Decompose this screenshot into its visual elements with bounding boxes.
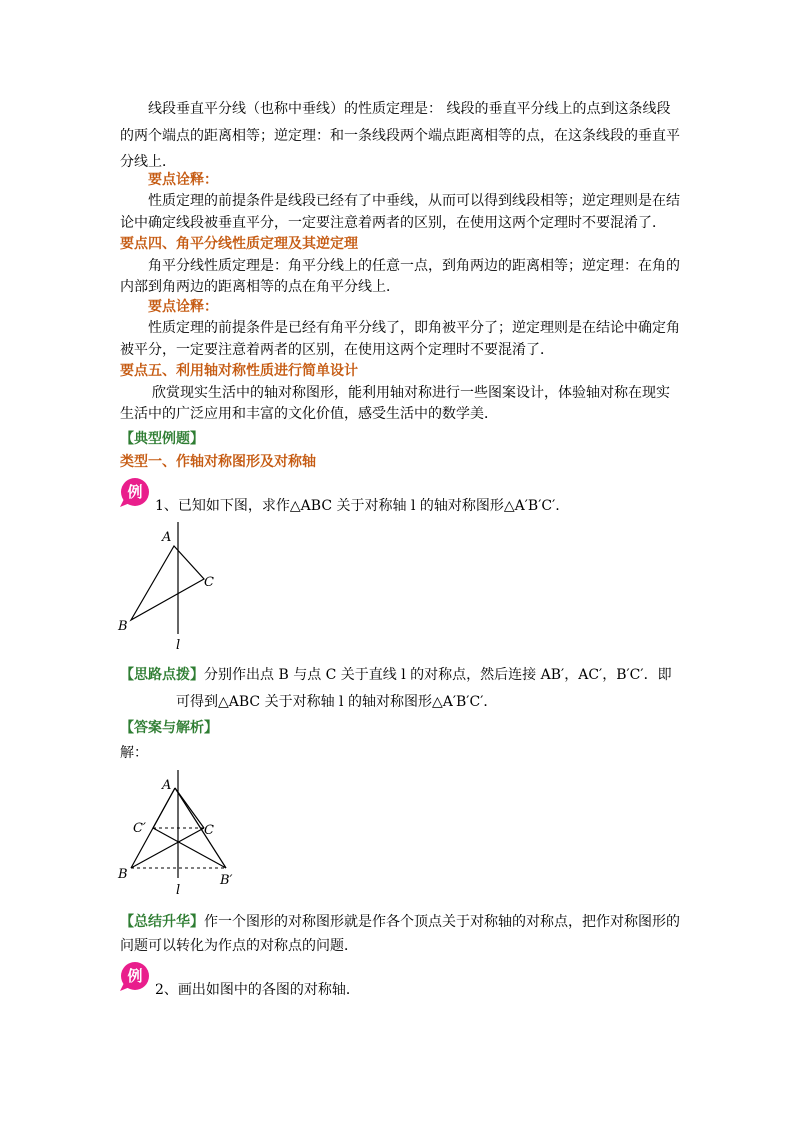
section-heading: 要点四、角平分线性质定理及其逆定理 xyxy=(120,236,358,252)
paragraph-line: 性质定理的前提条件是已经有角平分线了，即角被平分了；逆定理则是在结论中确定角 xyxy=(148,320,680,336)
example-question: 2、画出如图中的各图的对称轴． xyxy=(155,982,360,998)
summary-text: 作一个图形的对称图形就是作各个顶点关于对称轴的对称点，把作对称图形的 xyxy=(204,914,680,930)
paragraph-line: 角平分线性质定理是：角平分线上的任意一点，到角两边的距离相等；逆定理：在角的 xyxy=(148,258,680,274)
note-title: 要点诠释： xyxy=(148,299,218,315)
label-a: A xyxy=(162,778,172,793)
label-b: B xyxy=(118,619,128,634)
paragraph-line: 生活中的广泛应用和丰富的文化价值，感受生活中的数学美． xyxy=(120,406,498,422)
label-b: B xyxy=(118,867,128,882)
summary-tag: 【总结升华】 xyxy=(120,914,204,930)
paragraph-line: 内部到角两边的距离相等的点在角平分线上． xyxy=(120,279,400,295)
example-question: 1、已知如下图，求作△ABC 关于对称轴 l 的轴对称图形△A′B′C′. xyxy=(155,498,560,514)
paragraph-line: 欣赏现实生活中的轴对称图形，能利用轴对称进行一些图案设计，体验轴对称在现实 xyxy=(152,385,670,401)
paragraph-line: 性质定理的前提条件是线段已经有了中垂线，从而可以得到线段相等；逆定理则是在结 xyxy=(148,193,680,209)
triangle-figure xyxy=(112,522,232,654)
badge-label: 例 xyxy=(127,967,143,985)
hint-line-2: 可得到△ABC 关于对称轴 l 的轴对称图形△A′B′C′． xyxy=(176,694,498,710)
label-c: C xyxy=(204,575,214,590)
solution-figure xyxy=(112,770,242,898)
example-badge-icon xyxy=(120,477,150,507)
paragraph-line: 线段垂直平分线（也称中垂线）的性质定理是： 线段的垂直平分线上的点到这条线段 xyxy=(148,101,671,117)
paragraph-line: 分线上． xyxy=(120,154,176,170)
answer-tag: 【答案与解析】 xyxy=(120,720,218,736)
label-c-prime: C′ xyxy=(133,821,146,836)
label-a: A xyxy=(162,530,172,545)
badge-label: 例 xyxy=(127,483,143,501)
label-b-prime: B′ xyxy=(220,873,233,888)
summary-line xyxy=(120,912,680,932)
paragraph-line: 论中确定线段被垂直平分，一定要注意着两者的区别，在使用这两个定理时不要混淆了． xyxy=(120,215,666,231)
hint-tag: 【思路点拨】 xyxy=(120,667,204,683)
paragraph-line: 被平分，一定要注意着两者的区别，在使用这两个定理时不要混淆了． xyxy=(120,342,554,358)
type-heading: 类型一、作轴对称图形及对称轴 xyxy=(120,454,316,470)
note-title: 要点诠释： xyxy=(148,172,218,188)
section-heading: 要点五、利用轴对称性质进行简单设计 xyxy=(120,363,358,379)
examples-header: 【典型例题】 xyxy=(120,431,204,447)
hint-line xyxy=(120,665,672,685)
hint-text: 分别作出点 B 与点 C 关于直线 l 的对称点，然后连接 AB′，AC′，B′C′．即 xyxy=(204,667,672,683)
label-l: l xyxy=(176,638,181,653)
example-badge-icon xyxy=(120,961,150,991)
label-c: C xyxy=(204,823,214,838)
label-l: l xyxy=(176,883,181,898)
paragraph-line: 的两个端点的距离相等；逆定理：和一条线段两个端点距离相等的点，在这条线段的垂直平 xyxy=(120,128,680,144)
summary-line-2: 问题可以转化为作点的对称点的问题． xyxy=(120,938,358,954)
solve-label: 解： xyxy=(120,745,148,761)
